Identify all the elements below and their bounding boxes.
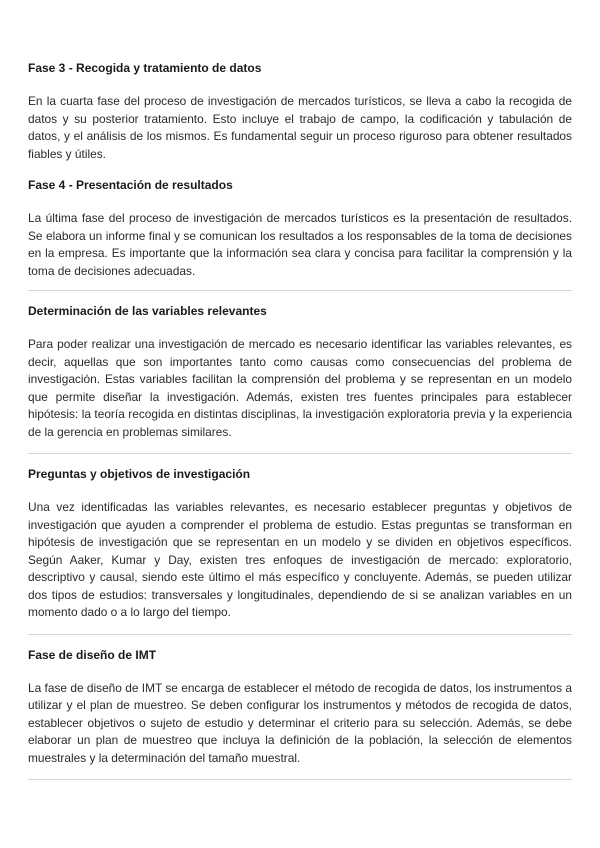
- section-fase-4: [28, 175, 572, 280]
- section-variables-relevantes: [28, 291, 572, 441]
- document-page: [28, 58, 572, 780]
- section-divider: [28, 779, 572, 780]
- section-heading: Determinación de las variables relevantes: [28, 304, 267, 318]
- section-body: Una vez identificadas las variables relevantes, es necesario establecer preguntas y objetivos de investigación que ayuden a comprender el problema de estudio. Estas preguntas se transforman en hipótesis de investigación que se representan en un modelo y se dividen en objetivos específicos. Según Aaker, Kumar y Day, existen tres enfoques de investigación de mercado: exploratorio, descriptivo y causal, siendo este último el más específico y concluyente. Además, se pueden utilizar dos tipos de estudios: transversales y longitudinales, dependiendo de si se analizan variables en un momento dado o a lo largo del tiempo.: [28, 500, 572, 619]
- section-heading: Fase 4 - Presentación de resultados: [28, 178, 233, 192]
- section-diseno-imt: [28, 635, 572, 768]
- section-fase-3: [28, 58, 572, 163]
- section-preguntas-objetivos: [28, 454, 572, 622]
- section-heading: Fase de diseño de IMT: [28, 647, 157, 662]
- section-heading: Preguntas y objetivos de investigación: [28, 467, 251, 481]
- section-body: Para poder realizar una investigación de mercado es necesario identificar las variables relevantes, es decir, aquellas que son importantes tanto como causas como consecuencias del problema de investigación. Estas variables facilitan la comprensión del problema y se representan en un modelo que permite diseñar la investigación. Además, existen tres fuentes principales para establecer hipótesis: la teoría recogida en distintas disciplinas, la investigación exploratoria previa y la experiencia de la gerencia en problemas similares.: [28, 337, 572, 439]
- section-body: En la cuarta fase del proceso de investigación de mercados turísticos, se lleva a cabo la recogida de datos y su posterior tratamiento. Esto incluye el trabajo de campo, la codificación y tabulación de datos, y el análisis de los mismos. Es fundamental seguir un proceso riguroso para obtener resultados fiables y útiles.: [28, 94, 572, 161]
- section-body: La última fase del proceso de investigación de mercados turísticos es la presentación de resultados. Se elabora un informe final y se comunican los resultados a los responsables de la toma de decisiones en la empresa. Es importante que la información sea clara y concisa para facilitar la comprensión y la toma de decisiones adecuadas.: [28, 211, 572, 278]
- section-heading: Fase 3 - Recogida y tratamiento de datos: [28, 61, 262, 75]
- section-body: La fase de diseño de IMT se encarga de establecer el método de recogida de datos, los instrumentos a utilizar y el plan de muestreo. Se deben configurar los instrumentos y métodos de recogida de datos, establecer objetivos o sujeto de estudio y determinar el criterio para su selección. Además, se debe elaborar un plan de muestreo que incluya la definición de la población, la selección de elementos muestrales y la determinación del tamaño muestral.: [28, 680, 572, 765]
